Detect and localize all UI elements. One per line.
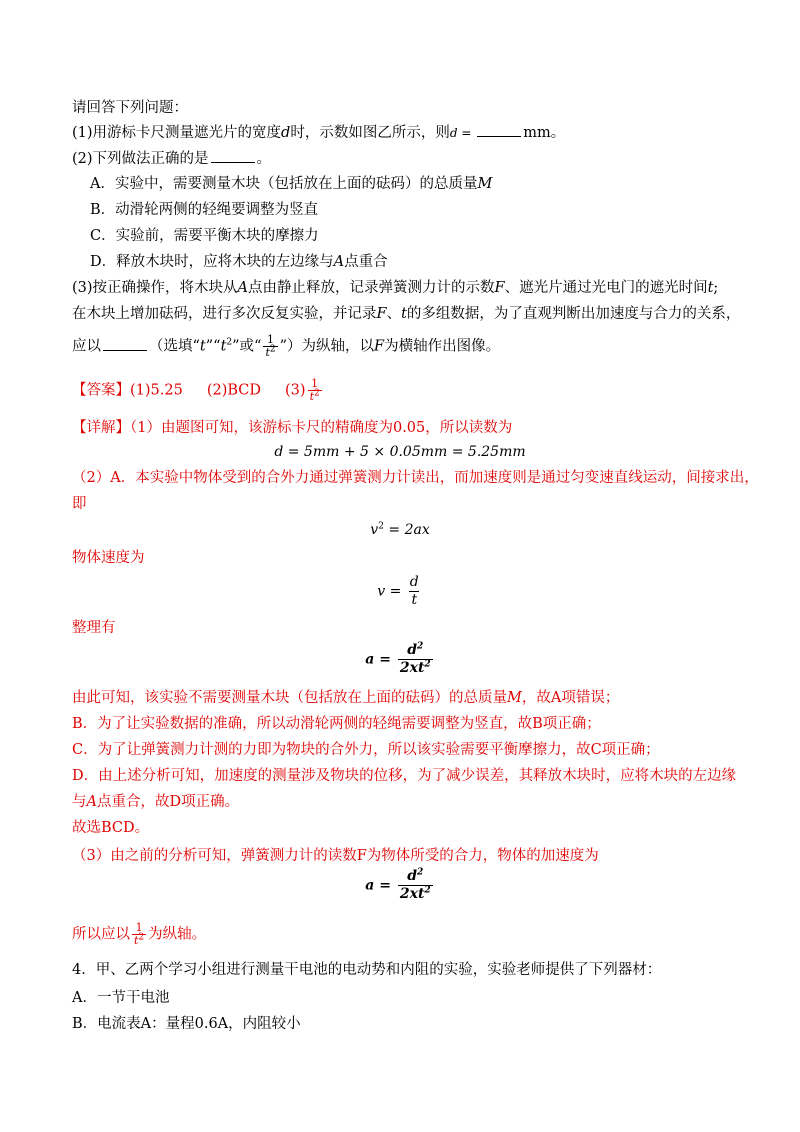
conclusion-a: 由此可知，该实验不需要测量木块（包括放在上面的砝码）的总质量M，故A项错误；	[72, 690, 620, 706]
q2-line: (2)下列做法正确的是 。	[72, 148, 271, 169]
q4-line: 4．甲、乙两个学习小组进行测量干电池的电动势和内阻的实验，实验老师提供了下列器材：	[72, 962, 662, 978]
conclusion-c: C．为了让弹簧测力计测的力即为物块的合外力，所以该实验需要平衡摩擦力，故C项正确；	[72, 742, 660, 758]
q1-line: (1)用游标卡尺测量遮光片的宽度d时，示数如图乙所示，则d = mm。	[72, 122, 565, 143]
answer-blank	[477, 122, 521, 137]
q3-line-2: 在木块上增加砝码，进行多次反复实验，并记录F、t的多组数据，为了直观判断出加速度与合力的关系，	[72, 306, 741, 322]
detail-3: （3）由之前的分析可知，弹簧测力计的读数F为物体所受的合力，物体的加速度为	[72, 848, 599, 864]
conclusion-d1: D．由上述分析可知，加速度的测量涉及物块的位移，为了减少误差，其释放木块时，应将木块的左边缘	[72, 768, 737, 784]
equation-v-squared: $v^2 = 2ax$	[370, 521, 430, 538]
equation-speed: v = $\frac{d}{t}$	[377, 574, 419, 608]
equation-acceleration-2: a = $\frac{d^2}{2xt^2}$	[365, 867, 431, 902]
conclusion-b: B．为了让实验数据的准确，所以动滑轮两侧的轻绳需要调整为竖直，故B项正确；	[72, 716, 601, 732]
detail-2a: （2）A．本实验中物体受到的合外力通过弹簧测力计读出，而加速度则是通过匀变速直线运动，间接求出，	[72, 470, 759, 486]
fraction-one-over-t-squared: $\frac{1}{t^2}$	[134, 921, 145, 947]
q4-option-b: B．电流表A：量程0.6A，内阻较小	[72, 1016, 301, 1032]
fraction-one-over-t-squared: $\frac{1}{t^2}$	[309, 377, 320, 403]
answer-line: 【答案】(1)5.25 (2)BCD (3) $\frac{1}{t^2}$	[72, 377, 320, 403]
fraction-one-over-t-squared: $\frac{1}{t^2}$	[265, 333, 276, 359]
speed-label: 物体速度为	[72, 550, 145, 566]
prompt-line: 请回答下列问题：	[72, 100, 188, 116]
option-d: D．释放木块时，应将木块的左边缘与A点重合	[90, 254, 388, 270]
q4-option-a: A．一节干电池	[72, 990, 170, 1006]
q3-line-1: (3)按正确操作，将木块从A点由静止释放，记录弹簧测力计的示数F、遮光片通过光电门的遮光时间t;	[72, 280, 719, 296]
detail-2b: 即	[72, 496, 87, 512]
fraction-acceleration: $\frac{d^2}{2xt^2}$	[399, 641, 431, 676]
equation-reading: d = 5mm + 5 × 0.05mm = 5.25mm	[274, 444, 526, 460]
answer-blank	[103, 336, 147, 351]
fraction-d-over-t: $\frac{d}{t}$	[409, 574, 419, 608]
conclusion-d2: 与A点重合，故D项正确。	[72, 794, 240, 810]
option-c: C．实验前，需要平衡木块的摩擦力	[90, 228, 319, 244]
option-a: A．实验中，需要测量木块（包括放在上面的砝码）的总质量M	[90, 176, 493, 192]
fraction-acceleration: $\frac{d^2}{2xt^2}$	[399, 867, 431, 902]
detail-1: 【详解】（1）由题图可知，该游标卡尺的精确度为0.05，所以读数为	[72, 420, 513, 436]
choose-line: 故选BCD。	[72, 820, 150, 836]
final-line: 所以应以 $\frac{1}{t^2}$ 为纵轴。	[72, 921, 207, 947]
q3-line-3: 应以 （选填“$t”“t^2$”或“ $\frac{1}{t^2}$ ”）为纵轴，以F为横轴作出图像。	[72, 333, 501, 359]
equation-acceleration: a = $\frac{d^2}{2xt^2}$	[365, 641, 431, 676]
option-b: B．动滑轮两侧的轻绳要调整为竖直	[90, 202, 319, 218]
answer-blank	[211, 148, 255, 163]
arrange-label: 整理有	[72, 620, 116, 636]
